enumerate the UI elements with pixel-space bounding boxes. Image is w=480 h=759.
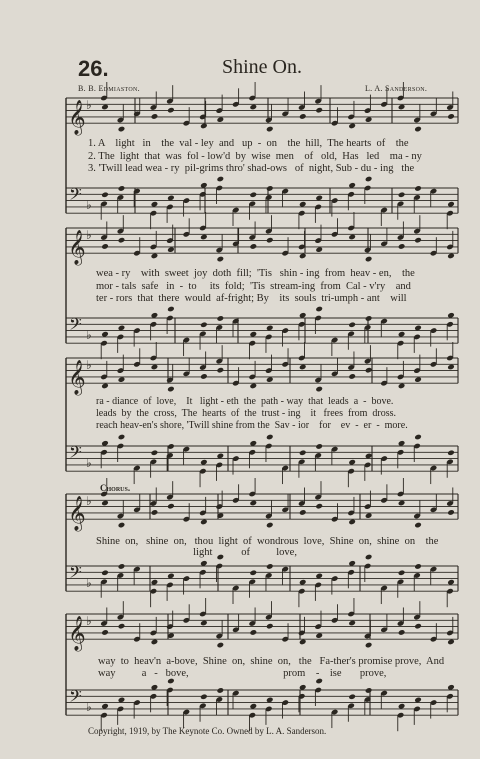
lyric-line: reach heav-en's shore, 'Twill shine from the Sav - ior for ev - er - more. [96,420,408,431]
note-head [101,629,109,636]
note-head [266,522,274,529]
note-head [365,687,373,694]
note-head [217,642,225,649]
lyric-line: ra - diance of love, It light - eth the path - way that leads a - bove. [96,396,394,407]
flat-icon: ♭ [86,198,92,212]
note-head [315,107,323,114]
hymn-number: 26. [78,56,109,81]
note-head [414,434,422,441]
note-head [414,237,422,244]
note-head [118,522,126,529]
note-head [118,434,126,441]
note-head [447,449,455,456]
chorus-label: Chorus. [100,483,131,493]
note-head [299,449,307,456]
lyric-line: mor - tals safe in - to its fold; 'Tis stream-ing from Cal - v'ry and [96,281,411,292]
note-head [414,563,422,570]
note-head [398,569,406,576]
note-head [365,642,373,649]
lyric-line: way a - bove, prom - ise prove, [98,668,387,679]
note-head [299,113,307,120]
note-head [167,503,175,510]
treble-clef-icon: 𝄞 [68,360,86,396]
lyric-line: wea - ry with sweet joy doth fill; 'Tis shin - ing from heav - en, the [96,268,415,279]
note-head [299,509,307,516]
note-head [266,126,274,133]
bass-clef-icon: 𝄢 [69,562,82,586]
note-head [101,243,109,250]
flat-icon: ♭ [86,228,92,242]
treble-clef-icon: 𝄞 [68,230,86,266]
note-head [118,563,126,570]
copyright-notice: Copyright, 1919, by The Keynote Co. Owned by L. A. Sanderson. [88,726,327,736]
note-head [266,623,274,630]
note-head [447,509,455,516]
note-head [315,443,323,450]
note-head [348,321,356,328]
note-head [414,623,422,630]
hymn-title: Shine On. [222,56,302,78]
bass-clef-icon: 𝄢 [69,184,82,208]
flat-icon: ♭ [86,456,92,470]
bass-clef-icon: 𝄢 [69,686,82,710]
note-head [151,113,159,120]
note-head [398,629,406,636]
note-head [398,191,406,198]
note-head [200,321,208,328]
note-head [249,243,257,250]
note-head [118,126,126,133]
note-head [249,629,257,636]
note-head [414,185,422,192]
flat-icon: ♭ [86,576,92,590]
bass-clef-icon: 𝄢 [69,314,82,338]
composer-credit: L. A. Sanderson. [365,84,428,93]
note-head [365,554,373,561]
note-head [266,563,274,570]
note-head [348,693,356,700]
note-head [447,113,455,120]
note-head [414,522,422,529]
flat-icon: ♭ [86,98,92,112]
note-head [398,243,406,250]
flat-icon: ♭ [86,328,92,342]
note-head [365,315,373,322]
note-head [118,237,126,244]
note-head [167,306,175,313]
note-head [365,256,373,263]
treble-clef-icon: 𝄞 [68,100,86,136]
note-head [217,256,225,263]
note-head [217,687,225,694]
note-head [249,191,257,198]
note-head [266,237,274,244]
flat-icon: ♭ [86,700,92,714]
note-head [167,386,175,393]
note-head [217,176,225,183]
note-head [348,373,356,380]
lyric-line: way to heav'n a-bove, Shine on, shine on, the Fa-ther's promise prove, And [98,656,445,667]
note-head [315,386,323,393]
treble-clef-icon: 𝄞 [68,496,86,532]
lyric-line: 1. A light in the val - ley and up - on the hill, The hearts of the [88,138,409,149]
note-head [249,569,257,576]
lyric-line: Shine on, shine on, thou light of wondrous love, Shine on, shine on the [96,536,439,547]
bass-clef-icon: 𝄢 [69,442,82,466]
note-head [217,315,225,322]
note-head [365,367,373,374]
lyric-line: 2. The light that was fol - low'd by wise men of old, Has led ma - ny [88,151,422,162]
flat-icon: ♭ [86,358,92,372]
lyric-line: 3. 'Twill lead wea - ry pil-grims thro' shad-ows of night, Sub - du - ing the [88,163,415,174]
note-head [315,306,323,313]
note-head [118,623,126,630]
note-head [414,126,422,133]
lyric-line: ter - rors that there would af-fright; By its souls tri-umph - ant will [96,293,407,304]
flat-icon: ♭ [86,494,92,508]
note-head [151,509,159,516]
note-head [167,107,175,114]
author-credit: B. B. Edmiaston. [78,84,140,93]
note-head [266,434,274,441]
note-head [315,503,323,510]
note-head [151,449,159,456]
treble-clef-icon: 𝄞 [68,616,86,652]
note-head [200,373,208,380]
note-head [118,185,126,192]
note-head [365,176,373,183]
lyric-line: leads by the cross, The hearts of the trust - ing it frees from dross. [96,408,397,419]
note-head [266,185,274,192]
note-head [101,569,109,576]
lyric-line: light of love, [96,547,297,558]
note-head [101,191,109,198]
flat-icon: ♭ [86,614,92,628]
note-head [200,693,208,700]
note-head [217,367,225,374]
